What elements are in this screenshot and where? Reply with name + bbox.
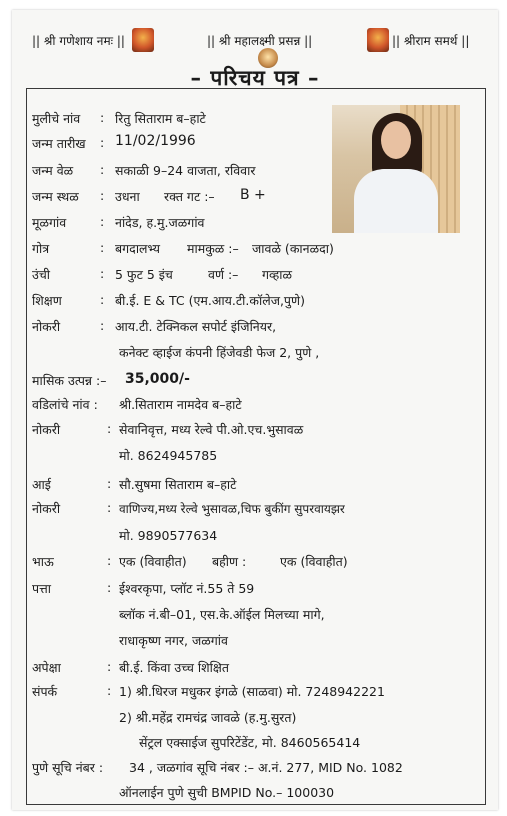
ram-image bbox=[367, 28, 389, 52]
header-left: || श्री गणेशाय नमः || bbox=[32, 34, 125, 48]
address-line-1: ईश्वरकृपा, प्लॉट नं.55 ते 59 bbox=[119, 581, 255, 596]
mamkul-label: मामकुळ :– bbox=[187, 241, 239, 256]
mamkul-value: जावळे (कानळदा) bbox=[252, 241, 334, 256]
colon: : bbox=[107, 421, 112, 436]
gotra-label: गोत्र bbox=[32, 241, 50, 256]
profile-photo bbox=[332, 105, 460, 233]
native-value: नांदेड, ह.मु.जळगांव bbox=[115, 215, 205, 230]
blood-group-value: B + bbox=[240, 187, 266, 203]
list-number-label: पुणे सूचि नंबर : bbox=[32, 760, 104, 775]
contact-line-2: 2) श्री.महेंद्र रामचंद्र जावळे (ह.मु.सुरत) bbox=[119, 710, 297, 725]
mother-phone: मो. 9890577634 bbox=[119, 528, 218, 543]
colon: : bbox=[107, 683, 112, 698]
name-label: मुलीचे नांव bbox=[32, 111, 81, 126]
brother-value: एक (विवाहीत) bbox=[119, 554, 187, 569]
father-phone: मो. 8624945785 bbox=[119, 448, 218, 463]
list-number-line-1: 34 , जळगांव सूचि नंबर :– अ.नं. 277, MID No. 1082 bbox=[129, 760, 403, 775]
income-label: मासिक उत्पन्न :– bbox=[32, 373, 107, 388]
father-value: श्री.सिताराम नामदेव ब–हाटे bbox=[119, 397, 242, 412]
job-label: नोकरी bbox=[32, 319, 61, 334]
father-label: वडिलांचे नांव : bbox=[32, 397, 98, 412]
colon: : bbox=[100, 292, 105, 307]
name-value: रितु सिताराम ब–हाटे bbox=[115, 111, 206, 126]
colon: : bbox=[107, 553, 112, 568]
ganesha-image bbox=[132, 28, 154, 52]
contact-line-1: 1) श्री.धिरज मधुकर इंगळे (साळवा) मो. 7248942221 bbox=[119, 684, 385, 699]
sister-value: एक (विवाहीत) bbox=[280, 554, 348, 569]
header-right: || श्रीराम समर्थ || bbox=[392, 34, 470, 48]
colon: : bbox=[100, 110, 105, 125]
colon: : bbox=[100, 318, 105, 333]
gotra-value: बगदालभ्य bbox=[115, 241, 160, 256]
dob-label: जन्म तारीख bbox=[32, 136, 86, 151]
mother-value: सौ.सुषमा सिताराम ब–हाटे bbox=[119, 477, 237, 492]
job-line-1: आय.टी. टेक्निकल सपोर्ट इंजिनियर, bbox=[115, 319, 277, 334]
birth-time-value: सकाळी 9–24 वाजता, रविवार bbox=[115, 163, 256, 178]
address-label: पत्ता bbox=[32, 581, 51, 596]
expectation-label: अपेक्षा bbox=[32, 660, 61, 675]
mother-job-label: नोकरी bbox=[32, 501, 61, 516]
biodata-page bbox=[12, 10, 498, 810]
education-label: शिक्षण bbox=[32, 293, 62, 308]
colon: : bbox=[107, 580, 112, 595]
job-line-2: कनेक्ट व्हाईज कंपनी हिंजेवडी फेज 2, पुणे , bbox=[119, 345, 320, 360]
page-title: – परिचय पत्र – bbox=[190, 66, 320, 90]
dob-value: 11/02/1996 bbox=[115, 133, 196, 149]
height-label: उंची bbox=[32, 267, 51, 282]
colon: : bbox=[107, 476, 112, 491]
header-center: || श्री महालक्ष्मी प्रसन्न || bbox=[207, 34, 313, 48]
brother-label: भाऊ bbox=[32, 554, 54, 569]
mother-job-line-1: वाणिज्य,मध्य रेल्वे भुसावळ,चिफ बुकींग सुपरवायझर bbox=[119, 502, 345, 516]
address-line-2: ब्लॉक नं.बी–01, एस.के.ऑईल मिलच्या मागे, bbox=[119, 607, 325, 622]
colon: : bbox=[100, 188, 105, 203]
height-value: 5 फुट 5 इंच bbox=[115, 267, 173, 282]
birth-place-label: जन्म स्थळ bbox=[32, 189, 79, 204]
sister-label: बहीण : bbox=[212, 554, 247, 569]
colon: : bbox=[100, 214, 105, 229]
blood-group-label: रक्त गट :– bbox=[164, 189, 215, 204]
birth-time-label: जन्म वेळ bbox=[32, 163, 74, 178]
father-job-line-1: सेवानिवृत्त, मध्य रेल्वे पी.ओ.एच.भुसावळ bbox=[119, 422, 304, 437]
native-label: मूळगांव bbox=[32, 215, 67, 230]
father-job-label: नोकरी bbox=[32, 422, 61, 437]
list-number-line-2: ऑनलाईन पुणे सुची BMPID No.– 100030 bbox=[119, 785, 335, 800]
colon: : bbox=[107, 659, 112, 674]
income-value: 35,000/- bbox=[125, 371, 190, 387]
colon: : bbox=[100, 162, 105, 177]
colon: : bbox=[107, 500, 112, 515]
contact-label: संपर्क bbox=[32, 684, 58, 699]
complexion-value: गव्हाळ bbox=[262, 267, 293, 282]
expectation-value: बी.ई. किंवा उच्च शिक्षित bbox=[119, 660, 229, 675]
complexion-label: वर्ण :– bbox=[208, 267, 239, 282]
education-value: बी.ई. E & TC (एम.आय.टी.कॉलेज,पुणे) bbox=[115, 293, 305, 308]
colon: : bbox=[100, 240, 105, 255]
address-line-3: राधाकृष्ण नगर, जळगांव bbox=[119, 633, 228, 648]
contact-line-3: सेंट्रल एक्साईज सुपरिटेंडेंट, मो. 8460565414 bbox=[139, 735, 361, 750]
mother-label: आई bbox=[32, 477, 51, 492]
colon: : bbox=[100, 266, 105, 281]
colon: : bbox=[100, 135, 105, 150]
birth-place-value: उधना bbox=[115, 189, 140, 204]
